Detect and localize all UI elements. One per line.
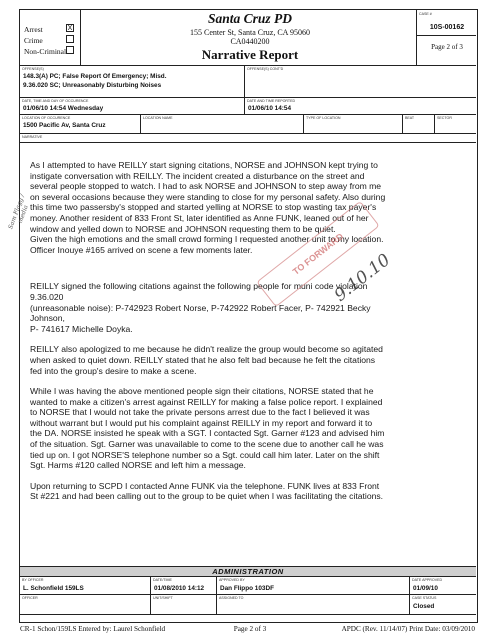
offense-label: OFFENSE(S)	[22, 67, 44, 71]
narrative-paragraph-4: While I was having the above mentioned people sign their citations, NORSE stated that he wanted to make a citizen's arrest against REILLY for making a false police report. I explained to NORSE that I would not take the private persons arrest due to the fact I believed it was without warrant but I would put his complaint against REILLY in my report and forward it to the DA. NORSE insisted he speak with a SGT. I contacted Sgt. Garner #123 and advised him of the situation. Sgt. Garner was unavailable to come to the scene due to another call he was tied up on. I got NORSE'S telephone number so a Sgt. could call him later. Later on the shift Sgt. Harms #120 called NORSE and left him a message.	[30, 386, 385, 471]
crime-checkbox[interactable]	[66, 35, 74, 43]
datetime-label: DATE/TIME	[153, 578, 172, 582]
administration-title: ADMINISTRATION	[212, 567, 284, 576]
datetime-value: 01/08/2010 14:12	[154, 585, 205, 592]
occurrence-date-label: DATE, TIME AND DAY OF OCCURENCE	[22, 99, 89, 103]
narrative-body	[30, 160, 472, 512]
officer-label: OFFICER	[22, 596, 38, 600]
footer-entered-by: CR-1 Schon/159LS Entered by: Laurel Schonfield	[20, 625, 166, 633]
case-number-label: CASE #	[419, 12, 432, 16]
location-value: 1500 Pacific Av, Santa Cruz	[23, 122, 106, 129]
occurrence-date: 01/06/10 14:54 Wednesday	[23, 105, 104, 112]
reported-date-label: DATE AND TIME REPORTED	[247, 99, 296, 103]
page-indicator: Page 2 of 3	[431, 43, 463, 51]
case-status-label: CASE STATUS	[412, 596, 437, 600]
date-approved-label: DATE APPROVED	[412, 578, 443, 582]
case-status-value: Closed	[413, 603, 435, 610]
unit-shift-label: UNIT/SHIFT	[153, 596, 173, 600]
by-officer-value: L. Schonfield 159LS	[23, 585, 84, 592]
location-label: LOCATION OF OCCURENCE	[22, 116, 71, 120]
noncriminal-label: Non-Criminal	[24, 47, 67, 56]
assigned-to-label: ASSIGNED TO	[219, 596, 244, 600]
narrative-paragraph-5: Upon returning to SCPD I contacted Anne FUNK via the telephone. FUNK lives at 833 Front St #221 and had been calling out to the group to be quiet when I was facilitating the citations.	[30, 480, 384, 502]
reported-date: 01/06/10 14:54	[248, 105, 291, 112]
narrative-label: NARRATIVE	[22, 135, 43, 139]
handwritten-date: 9.10.10	[330, 250, 395, 306]
arrest-check-mark: X	[67, 25, 73, 32]
location-name-label: LOCATION NAME	[143, 116, 173, 120]
agency-address: 155 Center St, Santa Cruz, CA 95060	[190, 28, 310, 37]
noncriminal-checkbox[interactable]	[66, 46, 74, 54]
footer-page: Page 2 of 3	[233, 625, 267, 633]
margin-handwritten-note: Sam Flagg / media	[7, 193, 30, 231]
offense-line-2: 9.36.020 SC; Unreasonably Disturbing Noises	[23, 82, 162, 89]
agency-ori: CA0440200	[230, 37, 270, 46]
narrative-paragraph-2: REILLY signed the following citations against the following people for muni code violation 9.36.020 (unreasonable noise): P-742923 Robert Norse, P-742922 Robert Facer, P- 742921 Becky Johnson, P- 741617 Michelle Doyka.	[30, 281, 371, 334]
report-title: Narrative Report	[201, 47, 299, 62]
date-approved-value: 01/09/10	[413, 585, 438, 592]
stamp-text: TO FORWARD	[290, 231, 346, 277]
offense-line-1: 148.3(A) PC; False Report Of Emergency; Misd.	[23, 73, 167, 80]
agency-name: Santa Cruz PD	[207, 11, 293, 26]
footer-print-date: APDC (Rev. 11/14/07) Print Date: 03/09/2010	[341, 625, 475, 633]
narrative-paragraph-3: REILLY also apologized to me because he didn't realize the group would become so agitated when asked to quiet down. REILLY stated that he also felt bad because he felt the citations fed into the group's desire to make a scene.	[30, 344, 383, 376]
beat-label: BEAT	[405, 116, 415, 120]
by-officer-label: BY OFFICER	[22, 578, 44, 582]
sector-label: SECTOR	[437, 116, 452, 120]
offense-cont-label: OFFENSE(S) CONT'D	[247, 67, 284, 71]
case-number: 10S-00162	[429, 24, 465, 31]
approved-by-label: APPROVED BY	[219, 578, 245, 582]
narrative-paragraph-1: As I attempted to have REILLY start signing citations, NORSE and JOHNSON kept trying to instigate conversation with REILLY. The incident created a disturbance on the street and several people stopped to watch. I had to ask NORSE and JOHNSON to step away from me on several occasions because they were standing to close for my personal safety. Also during this time two passersby's stopped and started yelling at NORSE to stop wasting tax payer's money. Another resident of 833 Front St, later identified as Anne FUNK, leaned out of her window and yelled down to NORSE and JOHNSON requesting them to be quiet. Given the high emotions and the small crowd forming I requested another unit to my location. Officer Inouye #165 arrived on scene a few moments later.	[30, 160, 386, 255]
arrest-label: Arrest	[24, 25, 43, 34]
crime-label: Crime	[24, 36, 43, 45]
arrest-checkbox[interactable]	[66, 24, 74, 32]
approved-by-value: Dan Flippo 103DF	[220, 585, 274, 592]
location-type-label: TYPE OF LOCATION	[306, 116, 341, 120]
